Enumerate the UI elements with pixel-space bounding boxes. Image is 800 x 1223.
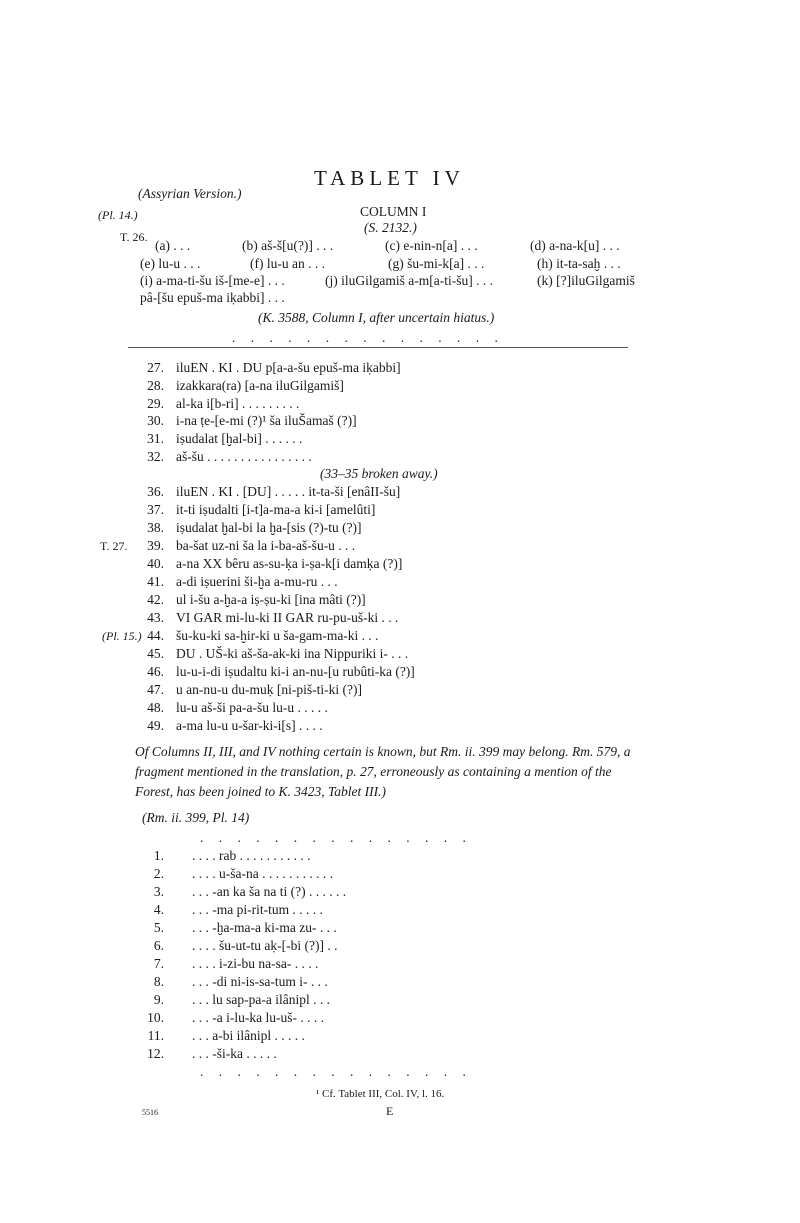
fragment-i: (i) a-ma-ti-šu iš-[me-e] . . . (140, 273, 285, 288)
margin-plate-15: (Pl. 15.) (102, 629, 142, 643)
fragment-b: (b) aš-š[u(?)] . . . (242, 238, 334, 253)
tablet-marker: T. 26. (120, 230, 148, 244)
fragment-h: (h) it-ta-saḫ . . . (537, 256, 621, 271)
dots-line-top: . . . . . . . . . . . . . . . (232, 330, 504, 345)
k3588-heading: (K. 3588, Column I, after uncertain hiatus.) (258, 310, 495, 325)
fragment-e: (e) lu-u . . . (140, 256, 201, 271)
divider-rule (128, 347, 628, 348)
fragment-k-continuation: pâ-[šu epuš-ma iḳabbi] . . . (140, 290, 285, 305)
source-label: (S. 2132.) (364, 220, 417, 235)
fragment-d: (d) a-na-k[u] . . . (530, 238, 620, 253)
fragment-k: (k) [?]iluGilgamiš (537, 273, 635, 288)
columns-note: Of Columns II, III, and IV nothing certain is known, but Rm. ii. 399 may belong. Rm. 579, a fragment mentioned in the translation, p. 27, erroneously as containing a mention of the Forest, has been joined to K. 3423, Tablet III.) (135, 744, 631, 799)
version-label: (Assyrian Version.) (138, 186, 242, 201)
margin-tablet-27: T. 27. (100, 539, 128, 553)
fragment-c: (c) e-nin-n[a] . . . (385, 238, 478, 253)
column-heading: COLUMN I (360, 204, 427, 219)
dots-line-rm-top: . . . . . . . . . . . . . . . (200, 830, 472, 845)
rm-heading: (Rm. ii. 399, Pl. 14) (142, 810, 250, 825)
dots-line-rm-bottom: . . . . . . . . . . . . . . . (200, 1064, 472, 1079)
signature-letter: E (386, 1104, 394, 1118)
fragment-a: (a) . . . (155, 238, 191, 253)
fragment-j: (j) iluGilgamiš a-m[a-ti-šu] . . . (325, 273, 493, 288)
plate-marker: (Pl. 14.) (98, 208, 138, 222)
fragment-f: (f) lu-u an . . . (250, 256, 325, 271)
tablet-title: TABLET IV (314, 166, 465, 190)
footnote: ¹ Cf. Tablet III, Col. IV, l. 16. (316, 1088, 445, 1100)
signature-number: 5516 (142, 1108, 158, 1117)
fragment-g: (g) šu-mi-k[a] . . . (388, 256, 485, 271)
